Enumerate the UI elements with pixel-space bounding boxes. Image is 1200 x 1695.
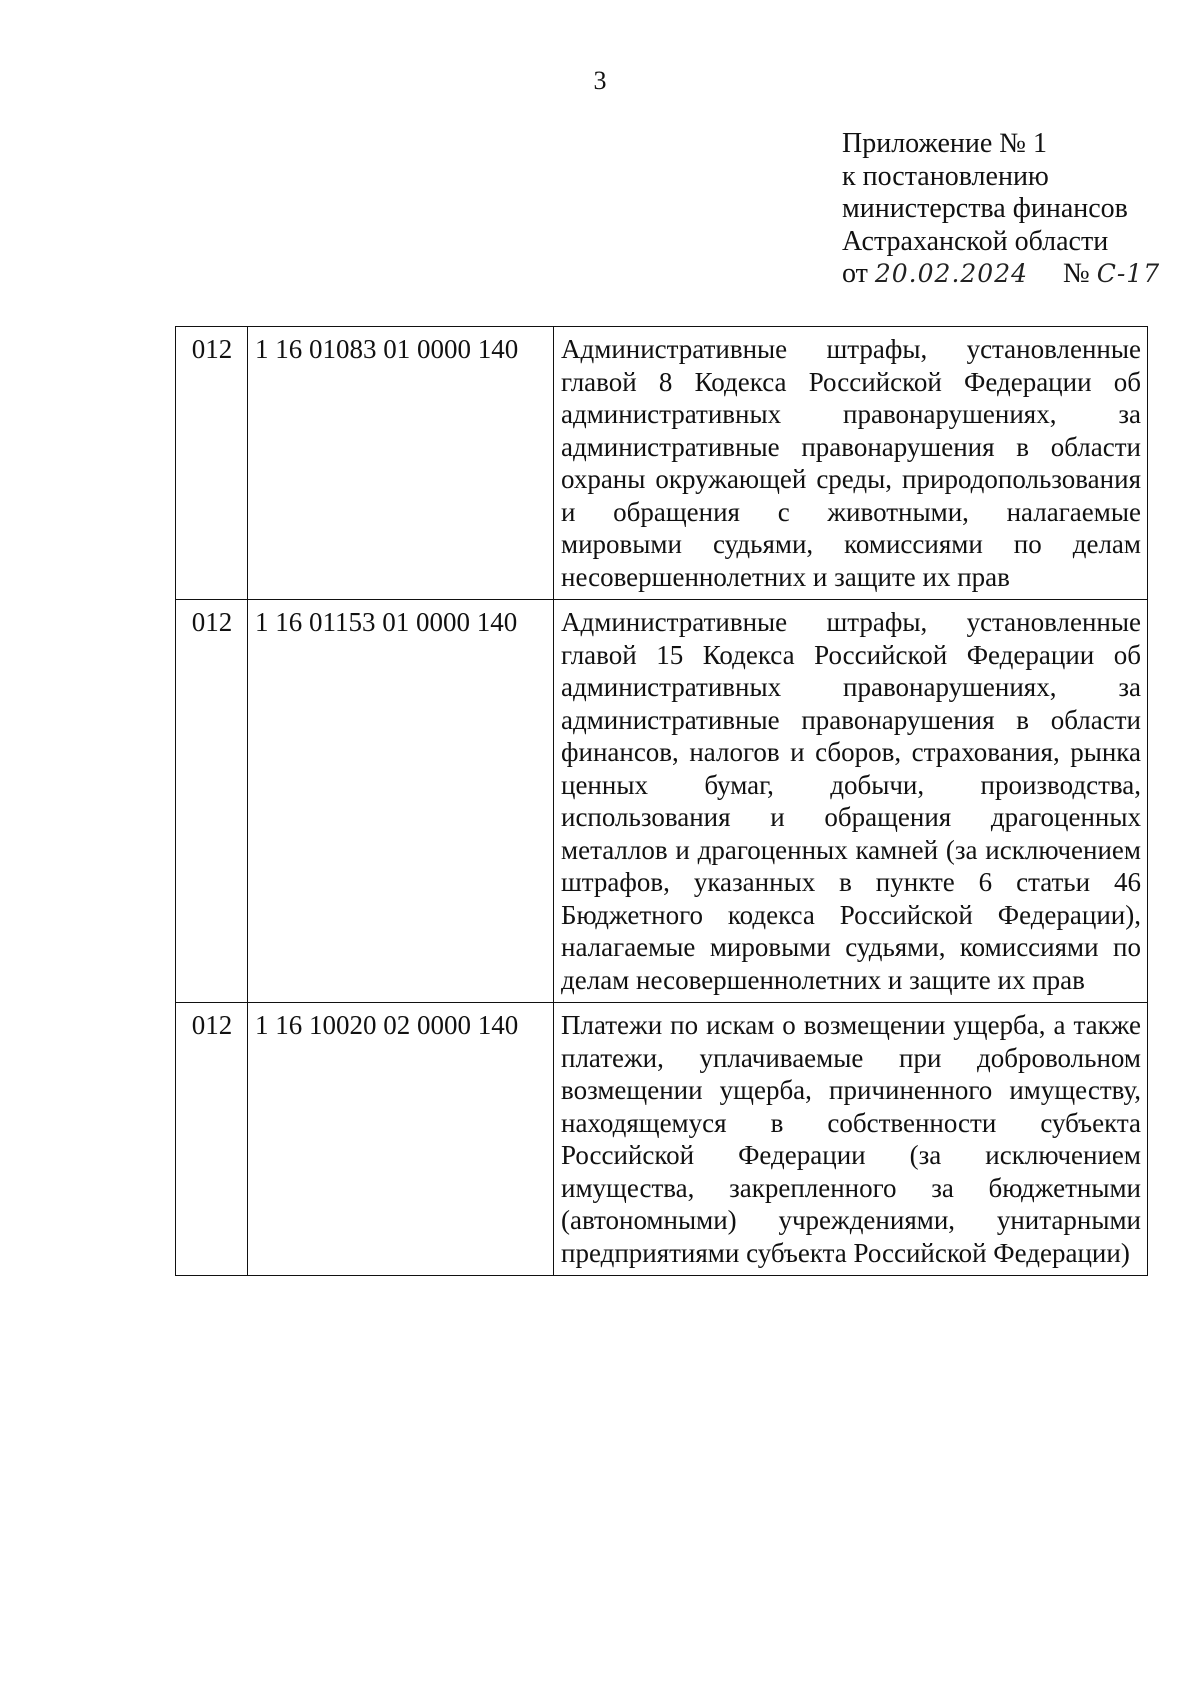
admin-code-cell: 012	[176, 1003, 248, 1276]
table-row	[176, 1003, 1148, 1276]
appendix-line-region: Астраханской области	[842, 225, 1109, 257]
revenue-name-cell: Административные штрафы, установленные главой 15 Кодекса Российской Федерации об административных правонарушениях, за административные правонарушения в области финансов, налогов и сборов, страхования, рынка ценных бумаг, добычи, производства, использования и обращения драгоценных металлов и драгоценных камней (за исключением штрафов, указанных в пункте 6 статьи 46 Бюджетного кодекса Российской Федерации), налагаемые мировыми судьями, комиссиями по делам несовершеннолетних и защите их прав	[554, 600, 1148, 1003]
revenue-codes-table	[175, 326, 1148, 1276]
appendix-date-line	[842, 258, 1160, 291]
appendix-title: Приложение № 1	[842, 128, 1047, 159]
kbk-code-cell: 1 16 01153 01 0000 140	[248, 600, 554, 1003]
appendix-header	[842, 128, 1160, 291]
page-number: 3	[593, 66, 607, 95]
appendix-line-resolution: к постановлению	[842, 160, 1049, 192]
date-prefix: от	[842, 258, 868, 289]
handwritten-number: С-17	[1096, 259, 1161, 288]
table-row	[176, 327, 1148, 600]
revenue-name-cell: Административные штрафы, установленные главой 8 Кодекса Российской Федерации об административных правонарушениях, за административные правонарушения в области охраны окружающей среды, природопользования и обращения с животными, налагаемые мировыми судьями, комиссиями по делам несовершеннолетних и защите их прав	[554, 327, 1148, 600]
revenue-name-cell: Платежи по искам о возмещении ущерба, а также платежи, уплачиваемые при добровольном возмещении ущерба, причиненного имуществу, находящемуся в собственности субъекта Российской Федерации (за исключением имущества, закрепленного за бюджетными (автономными) учреждениями, унитарными предприятиями субъекта Российской Федерации)	[554, 1003, 1148, 1276]
number-prefix: №	[1063, 258, 1090, 289]
admin-code-cell: 012	[176, 600, 248, 1003]
admin-code-cell: 012	[176, 327, 248, 600]
kbk-code-cell: 1 16 01083 01 0000 140	[248, 327, 554, 600]
appendix-line-ministry: министерства финансов	[842, 193, 1128, 224]
handwritten-date: 20.02.2024	[874, 259, 1029, 288]
kbk-code-cell: 1 16 10020 02 0000 140	[248, 1003, 554, 1276]
table-row	[176, 600, 1148, 1003]
